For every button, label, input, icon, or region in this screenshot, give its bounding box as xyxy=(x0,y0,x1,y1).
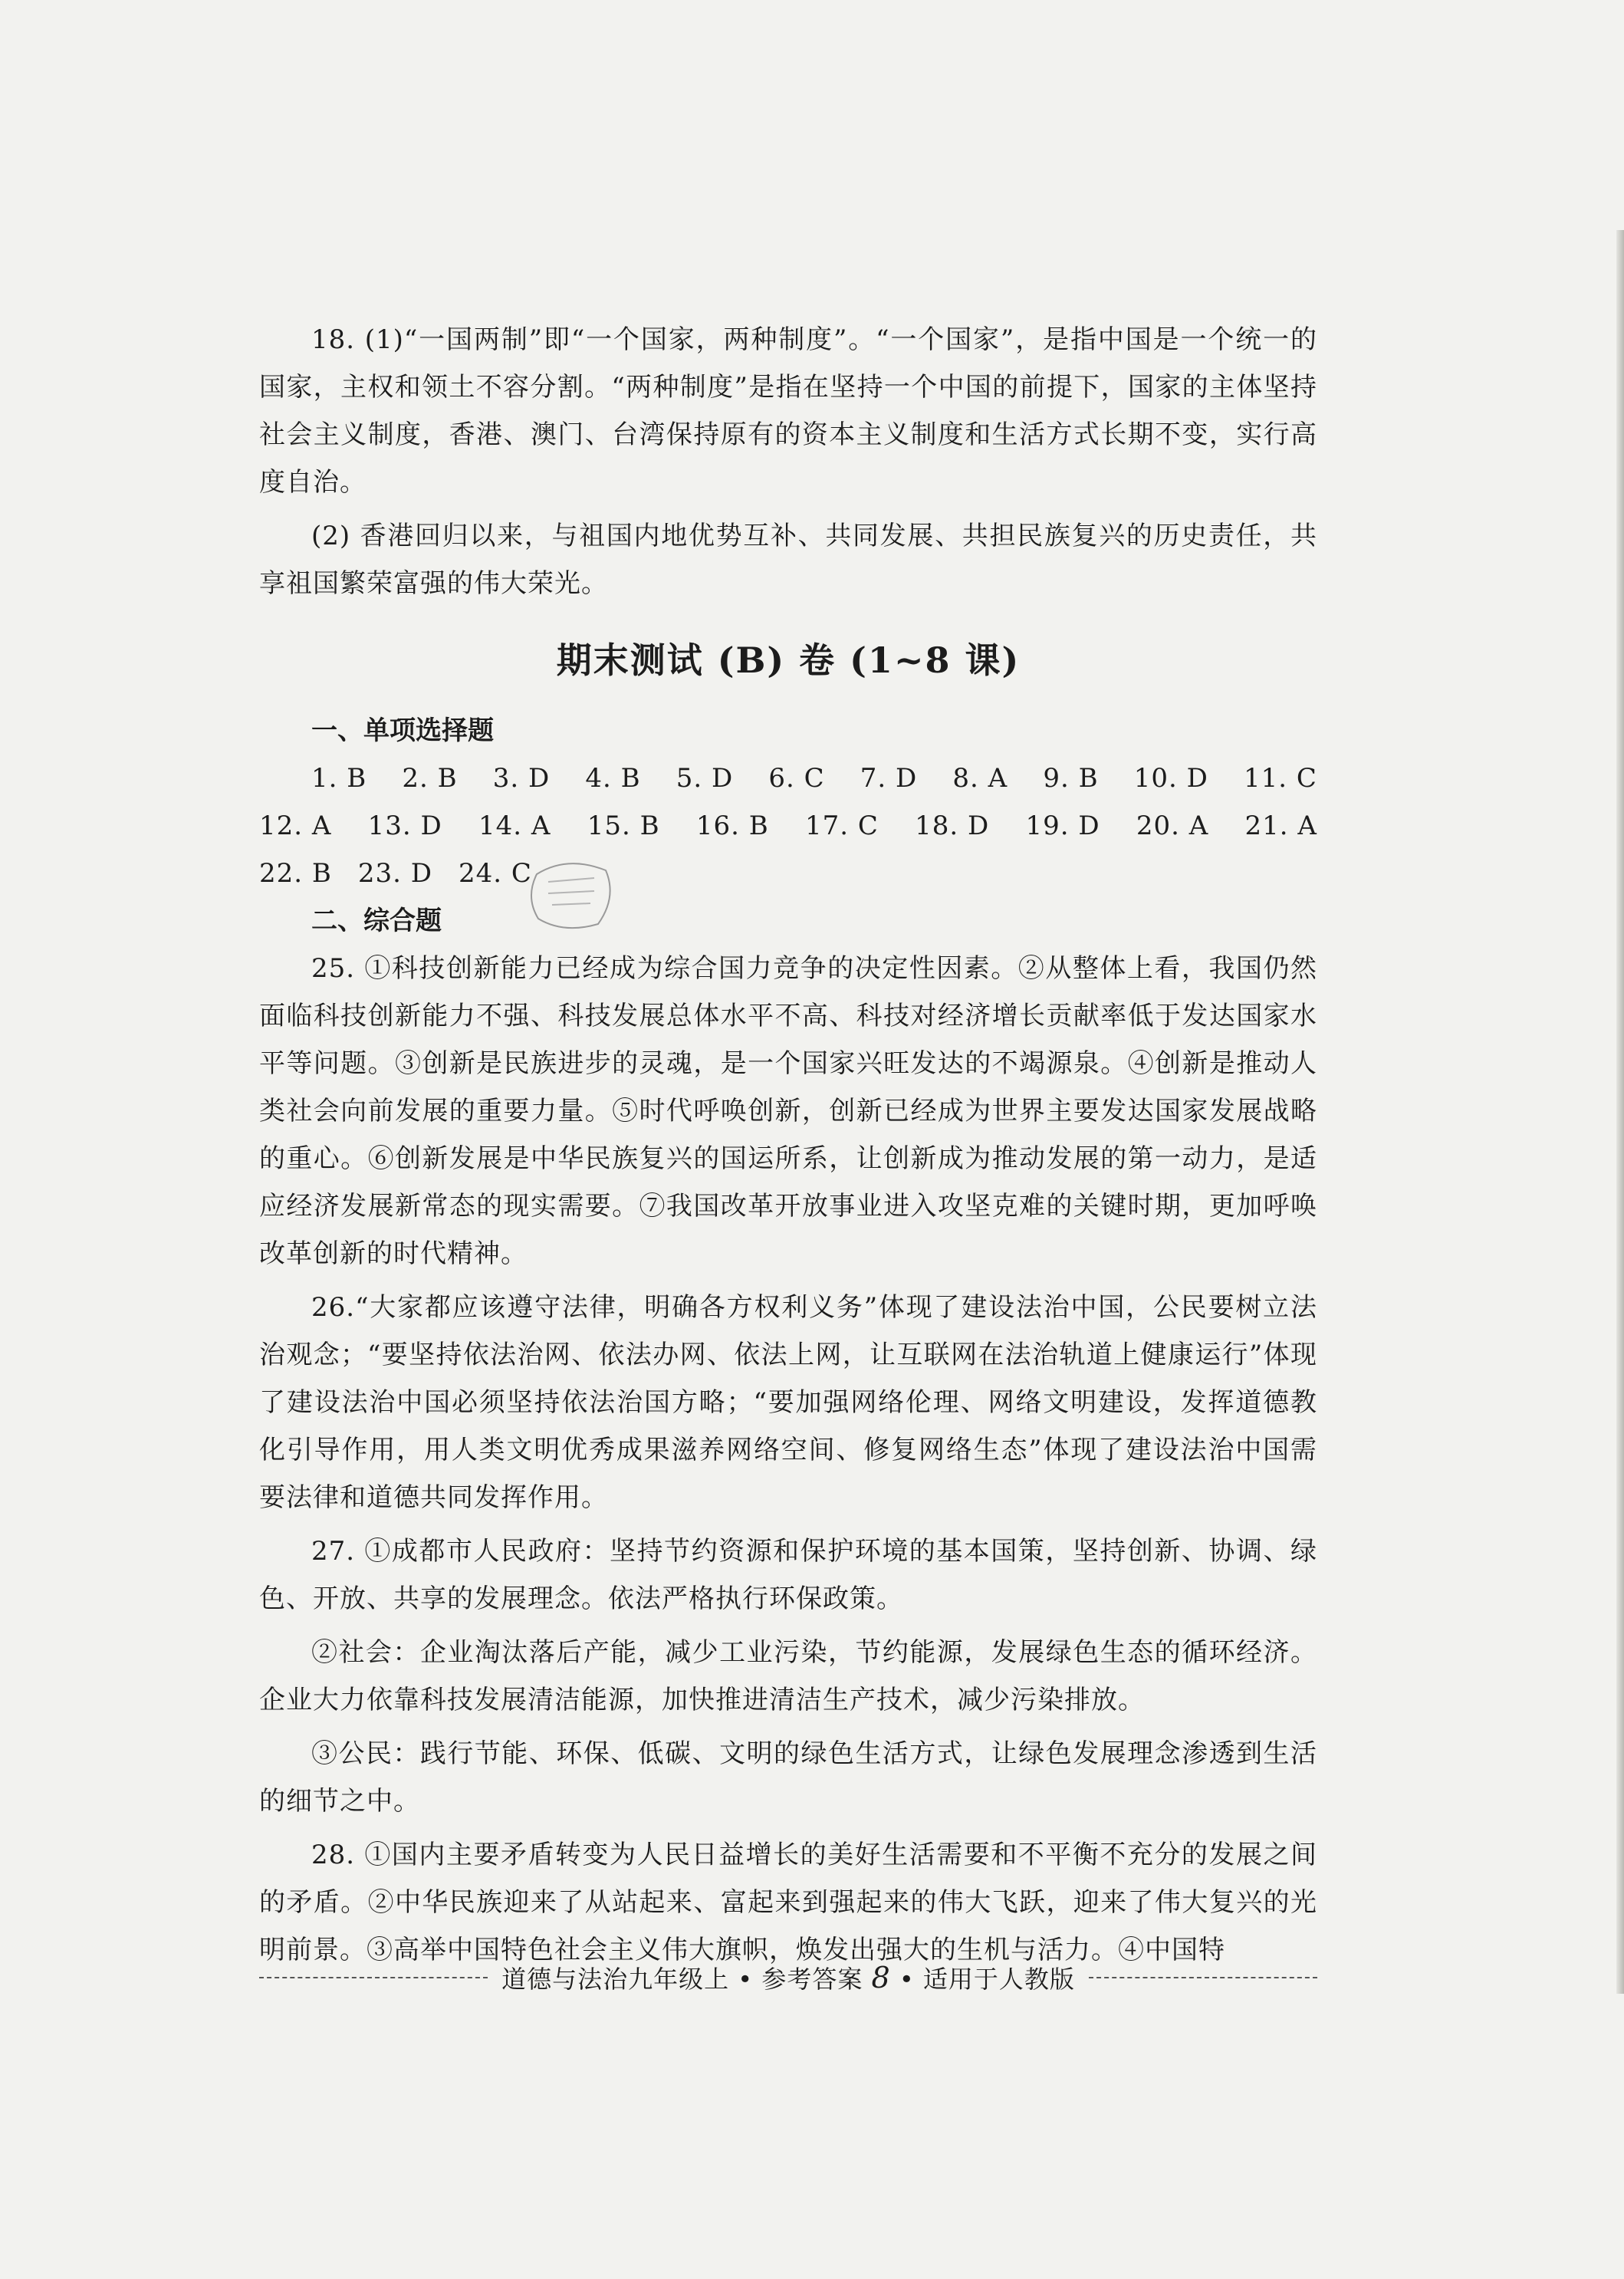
answer-item: 14. A xyxy=(478,811,551,841)
answer-item: 5. D xyxy=(676,763,734,794)
footer-divider-right xyxy=(1089,1977,1317,1978)
answer-item: 16. B xyxy=(695,811,769,841)
answer-item: 11. C xyxy=(1243,763,1317,794)
book-spine-shadow xyxy=(1616,230,1624,1994)
answer-item: 6. C xyxy=(768,763,825,794)
answer-row xyxy=(259,850,1317,897)
exam-title: 期末测试 (B) 卷 (1~8 课) xyxy=(556,640,1021,681)
answer-item: 20. A xyxy=(1136,811,1209,841)
footer-left: 道德与法治九年级上 • 参考答案 xyxy=(501,1965,863,1994)
footer-divider-left xyxy=(259,1977,488,1978)
q27-answer-1: 27. ①成都市人民政府：坚持节约资源和保护环境的基本国策，坚持创新、协调、绿色、开放、共享的发展理念。依法严格执行环保政策。 xyxy=(259,1536,1317,1614)
answer-item: 22. B xyxy=(259,858,332,889)
answer-item: 10. D xyxy=(1133,763,1208,794)
footer-right: • 适用于人教版 xyxy=(899,1965,1075,1994)
stamp-icon xyxy=(521,851,621,936)
answer-item: 13. D xyxy=(367,811,442,841)
section-heading-comprehensive: 二、综合题 xyxy=(311,906,442,936)
answer-item: 19. D xyxy=(1025,811,1100,841)
section-heading-choice: 一、单项选择题 xyxy=(311,715,494,746)
q28-answer: 28. ①国内主要矛盾转变为人民日益增长的美好生活需要和不平衡不充分的发展之间的矛盾。②中华民族迎来了从站起来、富起来到强起来的伟大飞跃，迎来了伟大复兴的光明前景。③高举中国特色社会主义伟大旗帜，焕发出强大的生机与活力。④中国特 xyxy=(259,1840,1317,1965)
q27-answer-3: ③公民：践行节能、环保、低碳、文明的绿色生活方式，让绿色发展理念渗透到生活的细节之中。 xyxy=(259,1738,1317,1817)
page-content xyxy=(259,316,1317,1974)
choice-answers xyxy=(259,755,1317,897)
page-number: 8 xyxy=(871,1961,891,1995)
answer-item: 18. D xyxy=(915,811,990,841)
answer-item: 7. D xyxy=(860,763,918,794)
q26-answer: 26.“大家都应该遵守法律，明确各方权利义务”体现了建设法治中国，公民要树立法治观念；“要坚持依法治网、依法办网、依法上网，让互联网在法治轨道上健康运行”体现了建设法治中国必须坚持依法治国方略；“要加强网络伦理、网络文明建设，发挥道德教化引导作用，用人类文明优秀成果滋养网络空间、修复网络生态”体现了建设法治中国需要法律和道德共同发挥作用。 xyxy=(259,1292,1317,1513)
q27-answer-2: ②社会：企业淘汰落后产能，减少工业污染，节约能源，发展绿色生态的循环经济。企业大力依靠科技发展清洁能源，加快推进清洁生产技术，减少污染排放。 xyxy=(259,1637,1317,1715)
answer-item: 15. B xyxy=(587,811,660,841)
answer-item: 23. D xyxy=(357,858,433,889)
page-footer xyxy=(259,1960,1317,1995)
answer-item: 2. B xyxy=(402,763,458,794)
answer-item: 8. A xyxy=(952,763,1008,794)
answer-item: 3. D xyxy=(492,763,551,794)
answer-item: 21. A xyxy=(1244,811,1317,841)
answer-item: 9. B xyxy=(1043,763,1099,794)
answer-row xyxy=(259,802,1317,850)
answer-row xyxy=(259,755,1317,802)
answer-item: 12. A xyxy=(259,811,332,841)
q25-answer: 25. ①科技创新能力已经成为综合国力竞争的决定性因素。②从整体上看，我国仍然面临科技创新能力不强、科技发展总体水平不高、科技对经济增长贡献率低于发达国家水平等问题。③创新是民族进步的灵魂，是一个国家兴旺发达的不竭源泉。④创新是推动人类社会向前发展的重要力量。⑤时代呼唤创新，创新已经成为世界主要发达国家发展战略的重心。⑥创新发展是中华民族复兴的国运所系，让创新成为推动发展的第一动力，是适应经济发展新常态的现实需要。⑦我国改革开放事业进入攻坚克难的关键时期，更加呼唤改革创新的时代精神。 xyxy=(259,953,1317,1269)
footer-text xyxy=(488,1960,1089,1995)
answer-item: 17. C xyxy=(804,811,879,841)
answer-item: 1. B xyxy=(311,763,367,794)
q18-part2: (2) 香港回归以来，与祖国内地优势互补、共同发展、共担民族复兴的历史责任，共享祖国繁荣富强的伟大荣光。 xyxy=(259,521,1317,599)
q18-part1: 18. (1)“一国两制”即“一个国家，两种制度”。“一个国家”，是指中国是一个统一的国家，主权和领土不容分割。“两种制度”是指在坚持一个中国的前提下，国家的主体坚持社会主义制度，香港、澳门、台湾保持原有的资本主义制度和生活方式长期不变，实行高度自治。 xyxy=(259,324,1317,498)
answer-item: 4. B xyxy=(585,763,641,794)
answer-item: 24. C xyxy=(459,858,532,889)
